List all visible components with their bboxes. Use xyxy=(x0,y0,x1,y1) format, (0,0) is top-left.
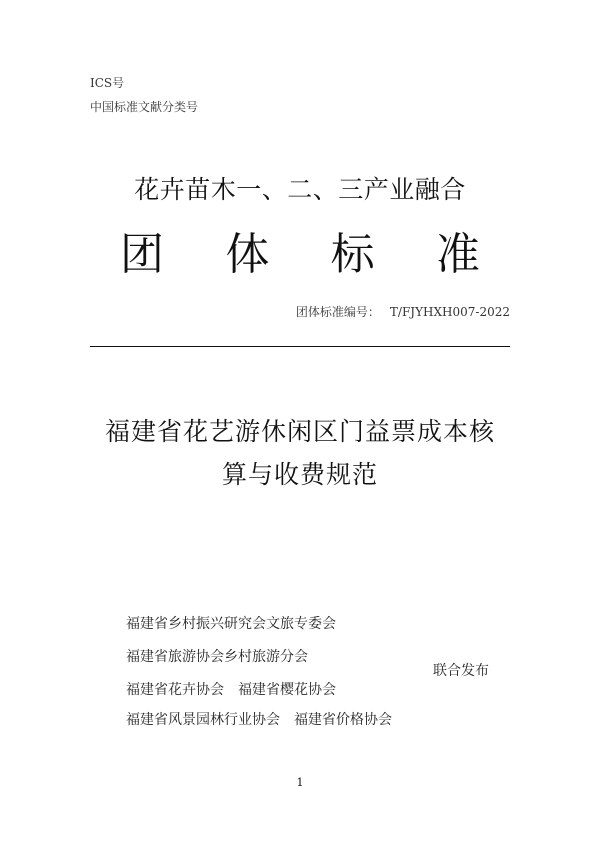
standard-number-label: 团体标准编号： xyxy=(295,305,380,319)
standard-number xyxy=(296,303,510,320)
header-divider xyxy=(90,346,510,347)
issuer-line: 福建省风景园林行业协会 福建省价格协会 xyxy=(126,712,392,728)
issuer-line: 福建省花卉协会 福建省樱花协会 xyxy=(126,682,336,698)
page-number: 1 xyxy=(296,776,304,789)
standard-type-char: 标 xyxy=(330,229,375,280)
issuer-line: 福建省旅游协会乡村旅游分会 xyxy=(126,649,308,665)
document-title-line-2: 算与收费规范 xyxy=(221,460,378,489)
clc-code-label: 中国标准文献分类号 xyxy=(90,100,199,114)
standard-type-heading xyxy=(90,222,510,278)
document-title-line-1: 福建省花艺游休闲区门益票成本核 xyxy=(104,417,495,446)
issuer-line: 福建省乡村振兴研究会文旅专委会 xyxy=(126,616,336,632)
ics-code-label: ICS号 xyxy=(90,76,125,90)
standard-type-char: 团 xyxy=(120,229,164,280)
joint-release-label: 联合发布 xyxy=(433,663,489,679)
cover-subtitle: 花卉苗木一、二、三产业融合 xyxy=(134,175,466,204)
standard-type-char: 准 xyxy=(435,229,480,280)
standard-type-char: 体 xyxy=(225,229,270,280)
standard-number-value: T/FJYHXH007-2022 xyxy=(389,305,510,319)
